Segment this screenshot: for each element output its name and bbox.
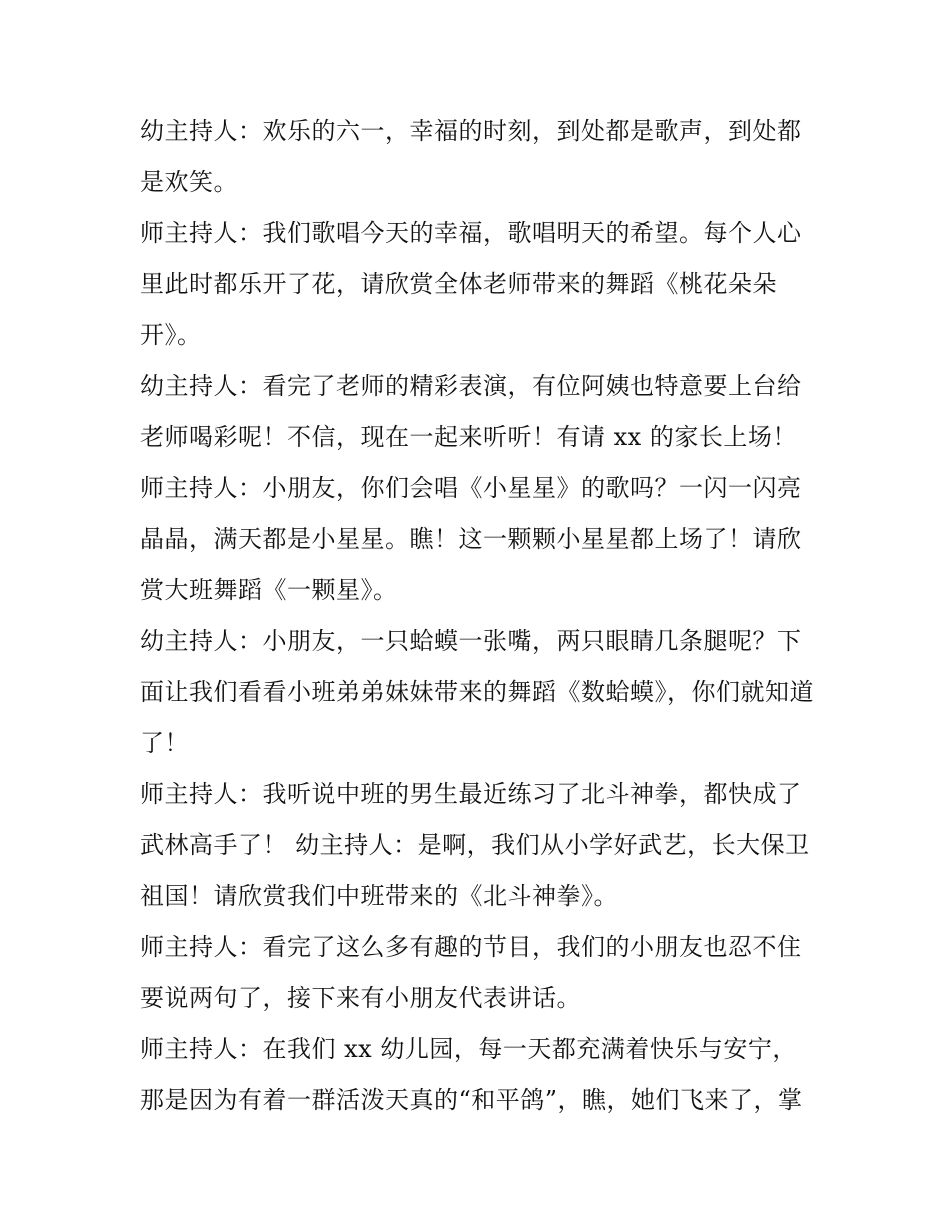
paragraph-1: 幼主持人：欢乐的六一，幸福的时刻，到处都是歌声，到处都是欢笑。 (140, 117, 802, 196)
paragraph-8: 师主持人：在我们 xx 幼儿园，每一天都充满着快乐与安宁，那是因为有着一群活泼天真的“和平鸽”，瞧，她们飞来了，掌 (140, 1035, 803, 1114)
paragraph-4: 师主持人：小朋友，你们会唱《小星星》的歌吗？一闪一闪亮晶晶，满天都是小星星。瞧！这一颗颗小星星都上场了！请欣赏大班舞蹈《一颗星》。 (140, 474, 802, 604)
paragraph-3: 幼主持人：看完了老师的精彩表演，有位阿姨也特意要上台给老师喝彩呢！不信，现在一起来听听！有请 xx 的家长上场！ (140, 372, 802, 451)
document-body (140, 106, 820, 1126)
paragraph-5: 幼主持人：小朋友，一只蛤蟆一张嘴，两只眼睛几条腿呢？下面让我们看看小班弟弟妹妹带来的舞蹈《数蛤蟆》，你们就知道了！ (140, 627, 814, 757)
paragraph-7: 师主持人：看完了这么多有趣的节目，我们的小朋友也忍不住要说两句了，接下来有小朋友代表讲话。 (140, 933, 802, 1012)
paragraph-2: 师主持人：我们歌唱今天的幸福，歌唱明天的希望。每个人心里此时都乐开了花，请欣赏全体老师带来的舞蹈《桃花朵朵开》。 (140, 219, 802, 349)
paragraph-6: 师主持人：我听说中班的男生最近练习了北斗神拳，都快成了武林高手了！ 幼主持人：是啊，我们从小学好武艺，长大保卫祖国！请欣赏我们中班带来的《北斗神拳》。 (140, 780, 810, 910)
